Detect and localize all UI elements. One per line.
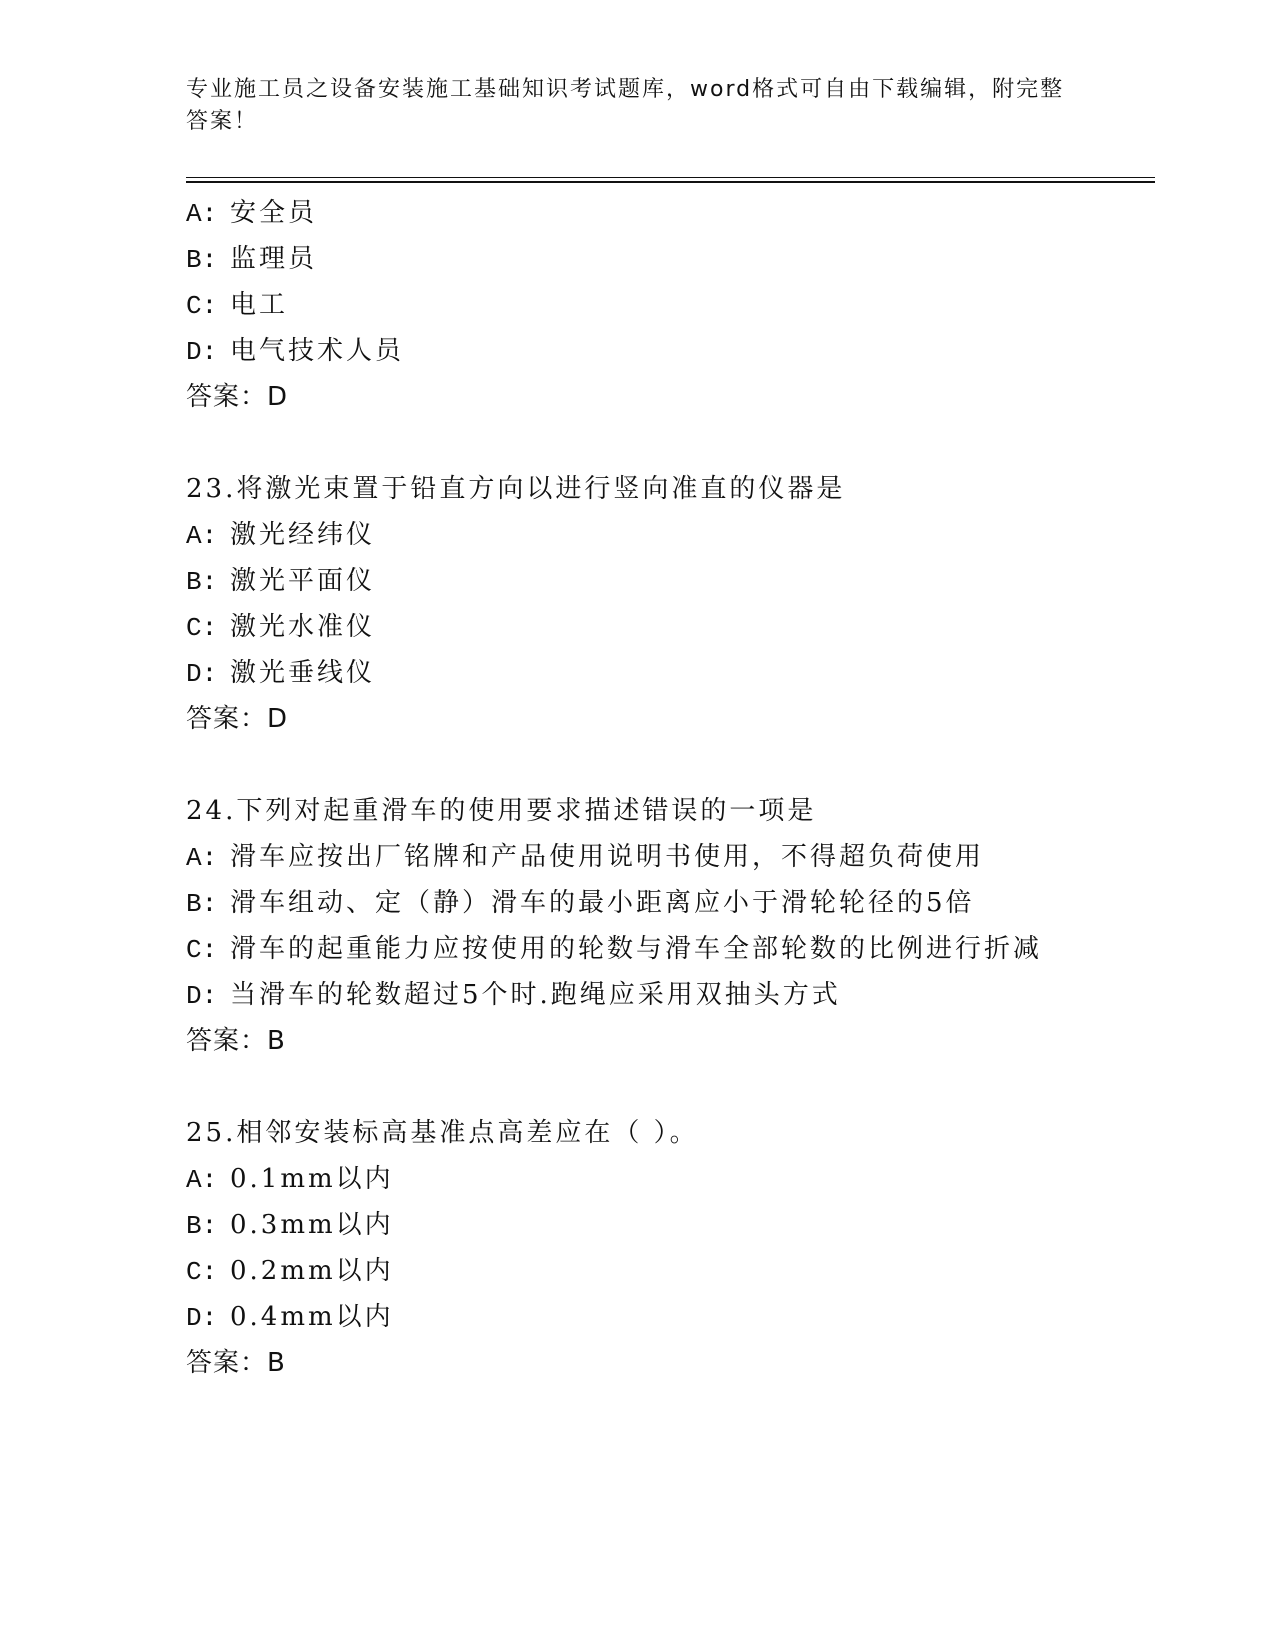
answer-line: 答案：B	[186, 1026, 286, 1056]
option-c: C: 滑车的起重能力应按使用的轮数与滑车全部轮数的比例进行折减	[186, 934, 1043, 965]
question-block	[186, 788, 1166, 1064]
option-a: A: 0.1mm以内	[186, 1164, 394, 1195]
header-divider-top	[186, 177, 1155, 178]
question-block	[186, 466, 1166, 742]
option-d: D: 0.4mm以内	[186, 1302, 394, 1333]
spacer	[186, 742, 1166, 788]
option-a: A: 激光经纬仪	[186, 520, 376, 551]
header-divider-bottom	[186, 181, 1155, 183]
option-d: D: 电气技术人员	[186, 336, 405, 367]
option-b: B: 0.3mm以内	[186, 1210, 394, 1241]
document-header: 专业施工员之设备安装施工基础知识考试题库，word格式可自由下载编辑，附完整答案！	[186, 77, 1065, 134]
option-c: C: 0.2mm以内	[186, 1256, 394, 1287]
answer-line: 答案：B	[186, 1348, 286, 1378]
question-list	[186, 190, 1166, 1386]
option-b: B: 监理员	[186, 244, 318, 275]
option-c: C: 激光水准仪	[186, 612, 376, 643]
option-d: D: 激光垂线仪	[186, 658, 376, 689]
question-block	[186, 190, 1166, 420]
question-stem: 25.相邻安装标高基准点高差应在（ ）。	[186, 1118, 699, 1148]
option-a: A: 安全员	[186, 198, 318, 229]
option-b: B: 滑车组动、定（静）滑车的最小距离应小于滑轮轮径的5倍	[186, 888, 975, 919]
answer-line: 答案：D	[186, 704, 289, 734]
option-d: D: 当滑车的轮数超过5个时.跑绳应采用双抽头方式	[186, 980, 841, 1011]
answer-line: 答案：D	[186, 382, 289, 412]
option-c: C: 电工	[186, 290, 289, 321]
question-stem: 24.下列对起重滑车的使用要求描述错误的一项是	[186, 796, 817, 826]
spacer	[186, 1064, 1166, 1110]
question-stem: 23.将激光束置于铅直方向以进行竖向准直的仪器是	[186, 474, 846, 504]
option-a: A: 滑车应按出厂铭牌和产品使用说明书使用，不得超负荷使用	[186, 842, 985, 873]
question-block	[186, 1110, 1166, 1386]
option-b: B: 激光平面仪	[186, 566, 376, 597]
spacer	[186, 420, 1166, 466]
